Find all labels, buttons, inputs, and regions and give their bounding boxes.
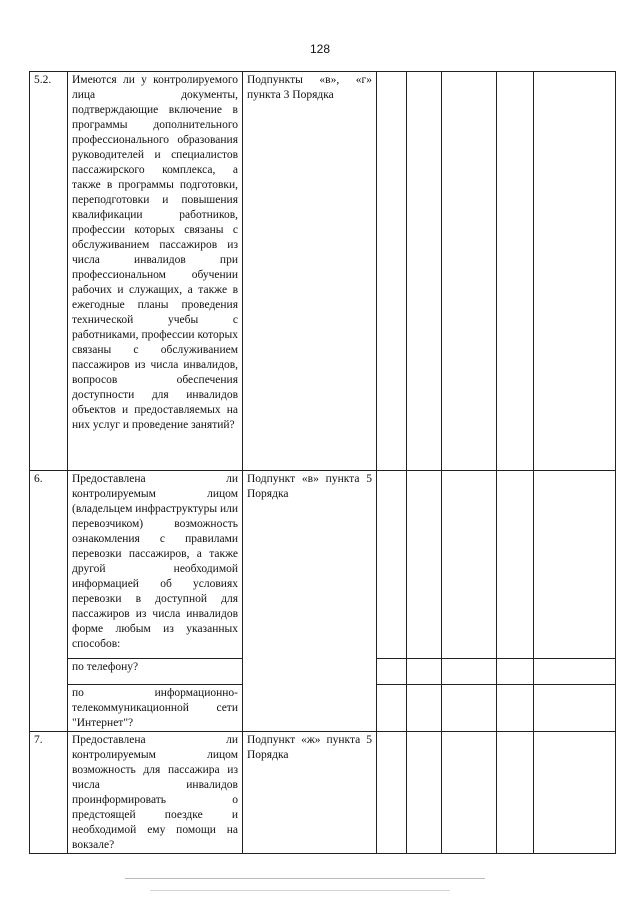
item-reference: Подпункты «в», «г» пункта 3 Порядка xyxy=(243,72,377,471)
answer-no-cell[interactable] xyxy=(407,72,442,471)
answer-note-cell[interactable] xyxy=(497,732,534,854)
table-row xyxy=(30,72,616,471)
comment-cell[interactable] xyxy=(534,685,616,732)
answer-yes-cell[interactable] xyxy=(377,72,407,471)
answer-yes-cell[interactable] xyxy=(377,732,407,854)
item-reference: Подпункт «ж» пункта 5 Порядка xyxy=(243,732,377,854)
item-question: Предоставлена ли контролируемым лицом (владельцем инфраструктуры или перевозчиком) возможность ознакомления с правилами перевозки пассажиров, а также другой необходимой информацией об условиях перевозки в доступной для пассажиров из числа инвалидов форме любым из указанных способов: xyxy=(68,471,243,659)
answer-no-cell[interactable] xyxy=(407,732,442,854)
answer-not-applicable-cell[interactable] xyxy=(442,471,497,659)
answer-yes-cell[interactable] xyxy=(377,685,407,732)
answer-yes-cell[interactable] xyxy=(377,659,407,685)
item-number: 7. xyxy=(30,732,68,854)
answer-not-applicable-cell[interactable] xyxy=(442,72,497,471)
answer-not-applicable-cell[interactable] xyxy=(442,732,497,854)
sub-item-question: по информационно-телекоммуникационной сети "Интернет"? xyxy=(68,685,243,732)
sub-item-question: по телефону? xyxy=(68,659,243,685)
scan-edge-line xyxy=(125,878,485,879)
comment-cell[interactable] xyxy=(534,471,616,659)
page-number: 128 xyxy=(309,42,331,56)
answer-no-cell[interactable] xyxy=(407,685,442,732)
answer-no-cell[interactable] xyxy=(407,659,442,685)
item-reference: Подпункт «в» пункта 5 Порядка xyxy=(243,471,377,732)
comment-cell[interactable] xyxy=(534,72,616,471)
table-row xyxy=(30,471,616,659)
table-row xyxy=(30,732,616,854)
checklist-table xyxy=(29,71,616,854)
item-question: Предоставлена ли контролируемым лицом возможность для пассажира из числа инвалидов проинформировать о предстоящей поездке и необходимой ему помощи на вокзале? xyxy=(68,732,243,854)
comment-cell[interactable] xyxy=(534,659,616,685)
answer-note-cell[interactable] xyxy=(497,685,534,732)
answer-not-applicable-cell[interactable] xyxy=(442,685,497,732)
item-question: Имеются ли у контролируемого лица документы, подтверждающие включение в программы дополнительного профессионального образования руководителей и специалистов пассажирского комплекса, а также в программы подготовки, переподготовки и повышения квалификации работников, профессии которых связаны с обслуживанием пассажиров из числа инвалидов при профессиональном обучении рабочих и служащих, а также в ежегодные планы проведения технической учебы с работниками, профессии которых связаны с обслуживанием пассажиров из числа инвалидов, вопросов обеспечения доступности для инвалидов объектов и предоставляемых на них услуг и проведение занятий? xyxy=(68,72,243,471)
answer-note-cell[interactable] xyxy=(497,471,534,659)
item-number: 6. xyxy=(30,471,68,732)
answer-no-cell[interactable] xyxy=(407,471,442,659)
answer-note-cell[interactable] xyxy=(497,72,534,471)
scan-edge-line xyxy=(150,890,450,891)
answer-yes-cell[interactable] xyxy=(377,471,407,659)
answer-note-cell[interactable] xyxy=(497,659,534,685)
answer-not-applicable-cell[interactable] xyxy=(442,659,497,685)
comment-cell[interactable] xyxy=(534,732,616,854)
item-number: 5.2. xyxy=(30,72,68,471)
